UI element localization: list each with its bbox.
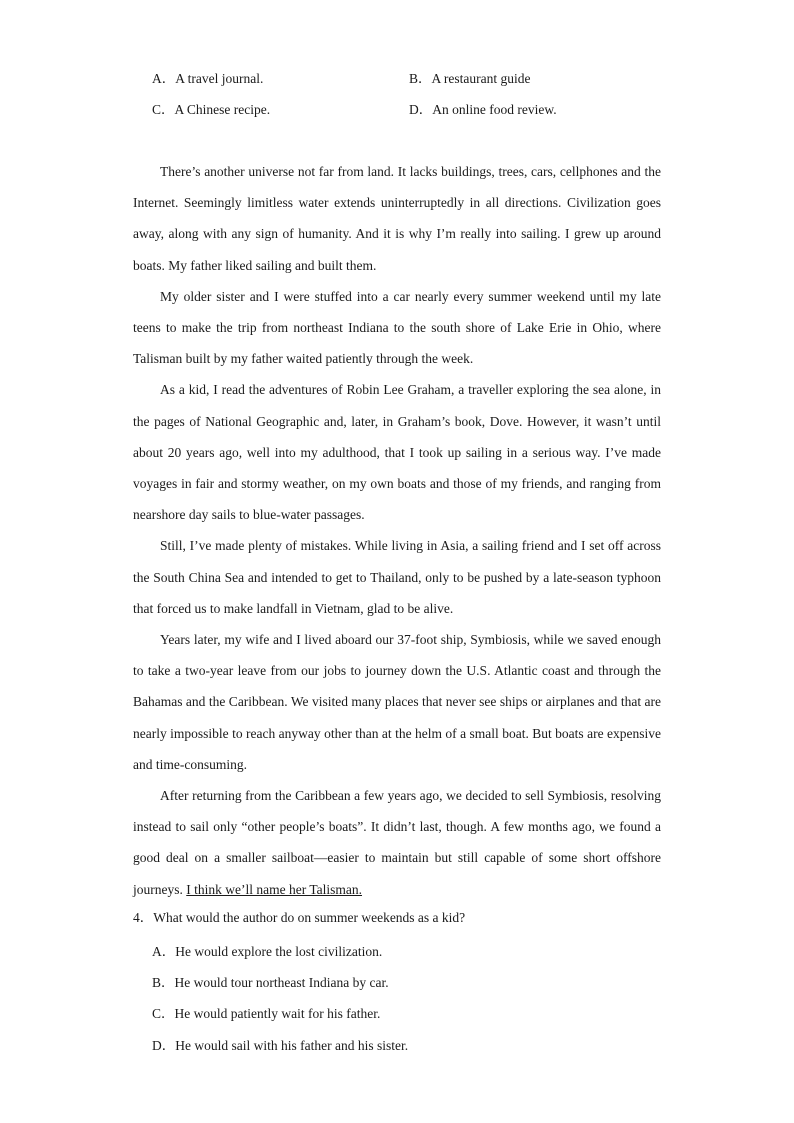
prev-option-a-text: A travel journal. xyxy=(175,71,264,86)
question-option-d-text: He would sail with his father and his sister. xyxy=(175,1038,409,1053)
question-option-a xyxy=(152,940,382,960)
question-option-d xyxy=(152,1034,408,1054)
prev-option-b-text: A restaurant guide xyxy=(431,71,531,86)
reading-passage xyxy=(133,156,661,905)
passage-paragraph-2: My older sister and I were stuffed into a car nearly every summer weekend until my late teens to make the trip from northeast Indiana to the south shore of Lake Erie in Ohio, where Talisman built by my father waited patiently through the week. xyxy=(133,288,661,367)
prev-option-b-label: B． xyxy=(409,71,432,86)
question-option-c-label: C． xyxy=(152,1006,175,1021)
prev-option-b xyxy=(409,67,531,87)
question-option-a-text: He would explore the lost civilization. xyxy=(175,944,383,959)
prev-option-d-text: An online food review. xyxy=(432,102,557,117)
question-4 xyxy=(133,906,465,926)
question-number: 4． xyxy=(133,910,154,925)
question-option-d-label: D． xyxy=(152,1038,176,1053)
passage-paragraph-3: As a kid, I read the adventures of Robin Lee Graham, a traveller exploring the sea alone, in the pages of National Geographic and, later, in Graham’s book, Dove. However, it wasn’t until about 20 years ago, well into my adulthood, that I took up sailing in a serious way. I’ve made voyages in fair and stormy weather, on my own boats and those of my friends, and ranging from nearshore day sails to blue-water passages. xyxy=(133,382,661,523)
passage-paragraph-6 xyxy=(133,780,661,905)
underlined-sentence: I think we’ll name her Talisman. xyxy=(186,881,363,897)
prev-option-a xyxy=(152,67,263,87)
passage-paragraph-5: Years later, my wife and I lived aboard our 37-foot ship, Symbiosis, while we saved enough to take a two-year leave from our jobs to journey down the U.S. Atlantic coast and through the Bahamas and the Caribbean. We visited many places that never see ships or airplanes and that are nearly impossible to reach anyway other than at the helm of a small boat. But boats are expensive and time-consuming. xyxy=(133,632,661,772)
passage-paragraph-1: There’s another universe not far from land. It lacks buildings, trees, cars, cellphones and the Internet. Seemingly limitless water extends uninterruptedly in all directions. Civilization goes away, along with any sign of humanity. And it is why I’m really into sailing. I grew up around boats. My father liked sailing and built them. xyxy=(133,164,661,273)
question-option-b-text: He would tour northeast Indiana by car. xyxy=(174,975,389,990)
question-option-c-text: He would patiently wait for his father. xyxy=(174,1006,381,1021)
prev-option-d xyxy=(409,98,557,118)
prev-option-c-label: C． xyxy=(152,102,175,117)
prev-option-a-label: A． xyxy=(152,71,176,86)
passage-paragraph-4: Still, I’ve made plenty of mistakes. While living in Asia, a sailing friend and I set off across the South China Sea and intended to get to Thailand, only to be pushed by a late-season typhoon that forced us to make landfall in Vietnam, glad to be alive. xyxy=(133,538,661,616)
question-option-c xyxy=(152,1002,380,1022)
prev-option-c-text: A Chinese recipe. xyxy=(174,102,271,117)
question-option-b xyxy=(152,971,389,991)
question-option-a-label: A． xyxy=(152,944,176,959)
passage-paragraph-6-text: After returning from the Caribbean a few years ago, we decided to sell Symbiosis, resolving instead to sail only “other people’s boats”. It didn’t last, though. A few months ago, we found a good deal on a smaller sailboat—easier to maintain but still capable of some short offshore journeys. xyxy=(133,788,661,897)
question-text: What would the author do on summer weekends as a kid? xyxy=(153,910,466,925)
question-option-b-label: B． xyxy=(152,975,175,990)
prev-option-d-label: D． xyxy=(409,102,433,117)
prev-option-c xyxy=(152,98,270,118)
